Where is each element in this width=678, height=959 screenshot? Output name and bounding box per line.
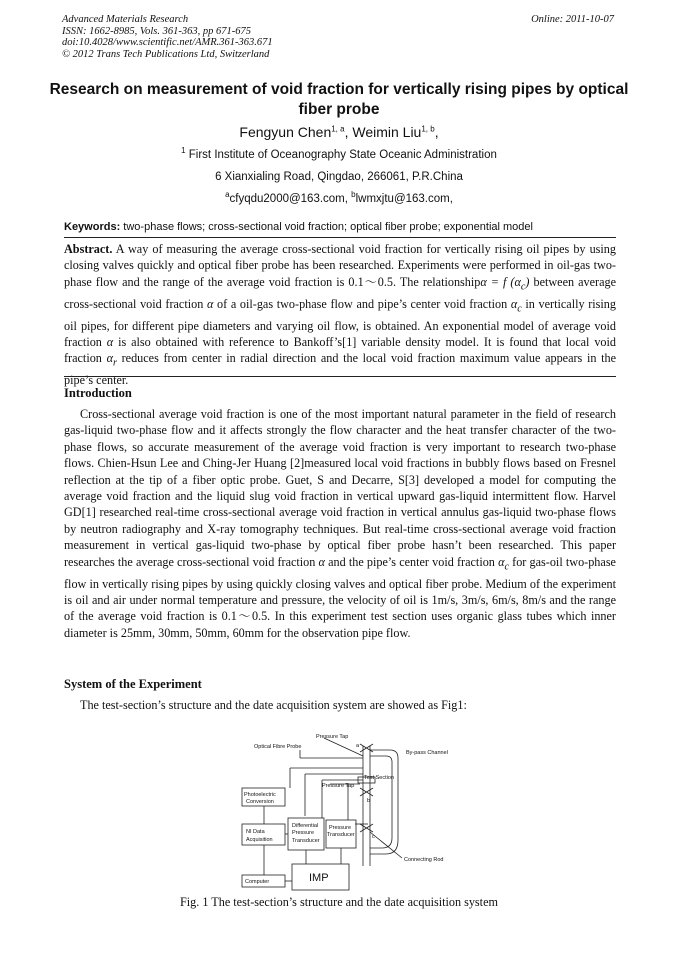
affiliation-emails — [0, 190, 678, 205]
label-test-section: Test Section — [364, 775, 394, 781]
abstract-text-6: reduces from center in radial direction and the local void fraction maximum value appears in the pipe’s center. — [64, 351, 616, 388]
section-heading-system: System of the Experiment — [64, 677, 202, 691]
author-1-affil: 1, a — [331, 124, 345, 134]
abstract — [64, 241, 616, 389]
affil-marker: 1 — [181, 146, 186, 156]
author-end: , — [434, 124, 439, 140]
symbol-alpha-c — [510, 296, 522, 315]
keywords-label: Keywords: — [64, 221, 121, 233]
label-pressure-tap-top: Pressure Tap — [316, 734, 349, 740]
paper-title: Research on measurement of void fraction for vertically rising pipes by optical fiber probe — [49, 81, 629, 118]
alpha-sub: c — [517, 303, 522, 315]
label-diff-1: Differential — [292, 823, 319, 829]
equation-alpha-f — [480, 274, 530, 293]
copyright-line: © 2012 Trans Tech Publications Ltd, Switzerland — [62, 48, 270, 60]
label-pressure-tap-mid: Pressure Tap — [322, 783, 355, 789]
label-ni-1: NI Data — [246, 829, 265, 835]
label-valve-c: c — [372, 834, 375, 840]
abstract-label: Abstract. — [64, 242, 113, 256]
email-a-marker: a — [225, 190, 230, 200]
author-line — [0, 124, 678, 140]
author-separator: , — [344, 124, 353, 140]
abstract-text-5: is also obtained with reference to Bankoff’s[1] variable density model. It is found that local void fraction — [64, 334, 616, 366]
introduction-paragraph — [64, 406, 616, 641]
alpha-sub: c — [504, 561, 509, 573]
author-2: Weimin Liu — [352, 124, 422, 140]
label-imp: IMP — [309, 872, 329, 884]
figure-1-caption: Fig. 1 The test-section’s structure and the date acquisition system — [180, 895, 498, 909]
intro-text-1: Cross-sectional average void fraction is one of the most important natural parameter in the field of research gas-liquid two-phase flow and it affects strongly the flow character and the heat transfer character of the two-phase flows, so accurate measurement of the average void fraction is very important to research two-phase flows. Chien-Hsun Lee and Ching-Jer Huang [2]measured local void fractions in bubbly flows based on Fresnel reflection at the tip of a fiber optic probe. Guet, S and Decarre, S[3] developed a model for computing the average void fraction and the liquid slug void fraction in vertical upward gas-liquid intermittent flow. Harvel GD[1] researched real-time cross-sectional average void fraction in vertical annulus gas-liquid two-phase flows by neutron radiography and X-ray tomography techniques. But real-time cross-sectional average void fraction measurement in vertical gas-liquid two-phase by optical fiber probe hasn’t been researched. This paper researches the average cross-sectional void fraction — [64, 407, 616, 569]
alpha: α — [498, 554, 505, 569]
affiliation-institute — [0, 146, 678, 161]
online-date: Online: 2011-10-07 — [531, 14, 614, 25]
eq-main: α = f (α — [480, 274, 521, 289]
journal-name: Advanced Materials Research — [62, 14, 189, 25]
label-photoelectric-1: Photoelectric — [244, 792, 276, 798]
label-bypass-channel: By-pass Channel — [406, 750, 448, 756]
alpha: α — [106, 351, 113, 366]
figure-1-diagram — [230, 728, 460, 896]
intro-text-2: and the pipe’s center void fraction — [324, 554, 499, 569]
label-photoelectric-2: Conversion — [246, 799, 274, 805]
doi-line: doi:10.4028/www.scientific.net/AMR.361-363.671 — [62, 37, 273, 48]
institute-name: First Institute of Oceanography State Oceanic Administration — [185, 149, 497, 161]
author-1: Fengyun Chen — [239, 124, 332, 140]
alpha: α — [510, 296, 518, 311]
email-a: cfyqdu2000@163.com, — [229, 193, 352, 205]
symbol-alpha: α — [206, 296, 214, 311]
symbol-alpha: α — [106, 334, 114, 349]
running-header — [62, 14, 273, 60]
label-valve-a: a — [356, 743, 360, 749]
label-ni-2: Acquisition — [246, 837, 273, 843]
affiliation-address: 6 Xianxialing Road, Qingdao, 266061, P.R.China — [215, 171, 463, 183]
email-b-marker: b — [351, 190, 356, 200]
abstract-text-1: A way of measuring the average cross-sectional void fraction for vertically rising oil pipes by using closing valves quickly and optical fiber probe has been researched. Experiments were performed in oil-gas two-phase flow and the range of the average void fraction is 0.1～0.5. The relationship — [64, 242, 616, 289]
keywords — [64, 221, 624, 233]
valve-b — [360, 788, 373, 796]
label-valve-b: b — [367, 798, 371, 804]
keywords-divider — [64, 237, 616, 238]
eq-sub: c — [520, 281, 526, 293]
abstract-text-3: of a oil-gas two-phase flow and pipe’s center void fraction — [213, 296, 511, 311]
abstract-text-4: in vertically rising oil pipes, for different pipe diameters and varying oil flow, is obtained. An exponential model of average void fraction — [64, 296, 616, 349]
email-b: lwmxjtu@163.com, — [355, 193, 453, 205]
symbol-alpha-c — [498, 554, 509, 573]
label-optical-fibre-probe: Optical Fibre Probe — [254, 744, 302, 750]
label-diff-3: Transducer — [292, 838, 320, 844]
label-computer: Computer — [245, 879, 270, 885]
system-paragraph: The test-section’s structure and the date acquisition system are showed as Fig1: — [80, 698, 467, 712]
abstract-text-2: between average cross-sectional void fraction — [64, 274, 616, 311]
issn-line: ISSN: 1662-8985, Vols. 361-363, pp 671-675 — [62, 25, 251, 37]
symbol-alpha: α — [318, 554, 325, 569]
eq-end: ) — [525, 274, 530, 289]
label-press-2: Transducer — [327, 832, 355, 838]
label-diff-2: Pressure — [292, 830, 315, 836]
valve-a — [360, 744, 373, 752]
valve-c — [360, 824, 373, 832]
label-connecting-rod: Connecting Rod — [404, 857, 444, 863]
intro-text-3: for gas-oil two-phase flow in vertically rising pipes by using quickly closing valves and optical fiber probe. Medium of the experiment is oil and air under normal temperature and pressure, the velocity of oil is 1m/s, 3m/s, 6m/s, 8m/s and the range of the average void fraction is 0.1～0.5. In this experiment test section uses organic glass tubes which inner diameter is 25mm, 30mm, 50mm, 60mm for the observation pipe flow. — [64, 554, 616, 640]
alpha-sub: r — [112, 357, 117, 369]
label-press-1: Pressure — [329, 825, 352, 831]
section-heading-introduction: Introduction — [64, 386, 132, 400]
symbol-alpha-r — [106, 351, 117, 369]
abstract-divider — [64, 376, 616, 377]
author-2-affil: 1, b — [421, 124, 435, 134]
keywords-text: two-phase flows; cross-sectional void fraction; optical fiber probe; exponential model — [120, 221, 533, 233]
